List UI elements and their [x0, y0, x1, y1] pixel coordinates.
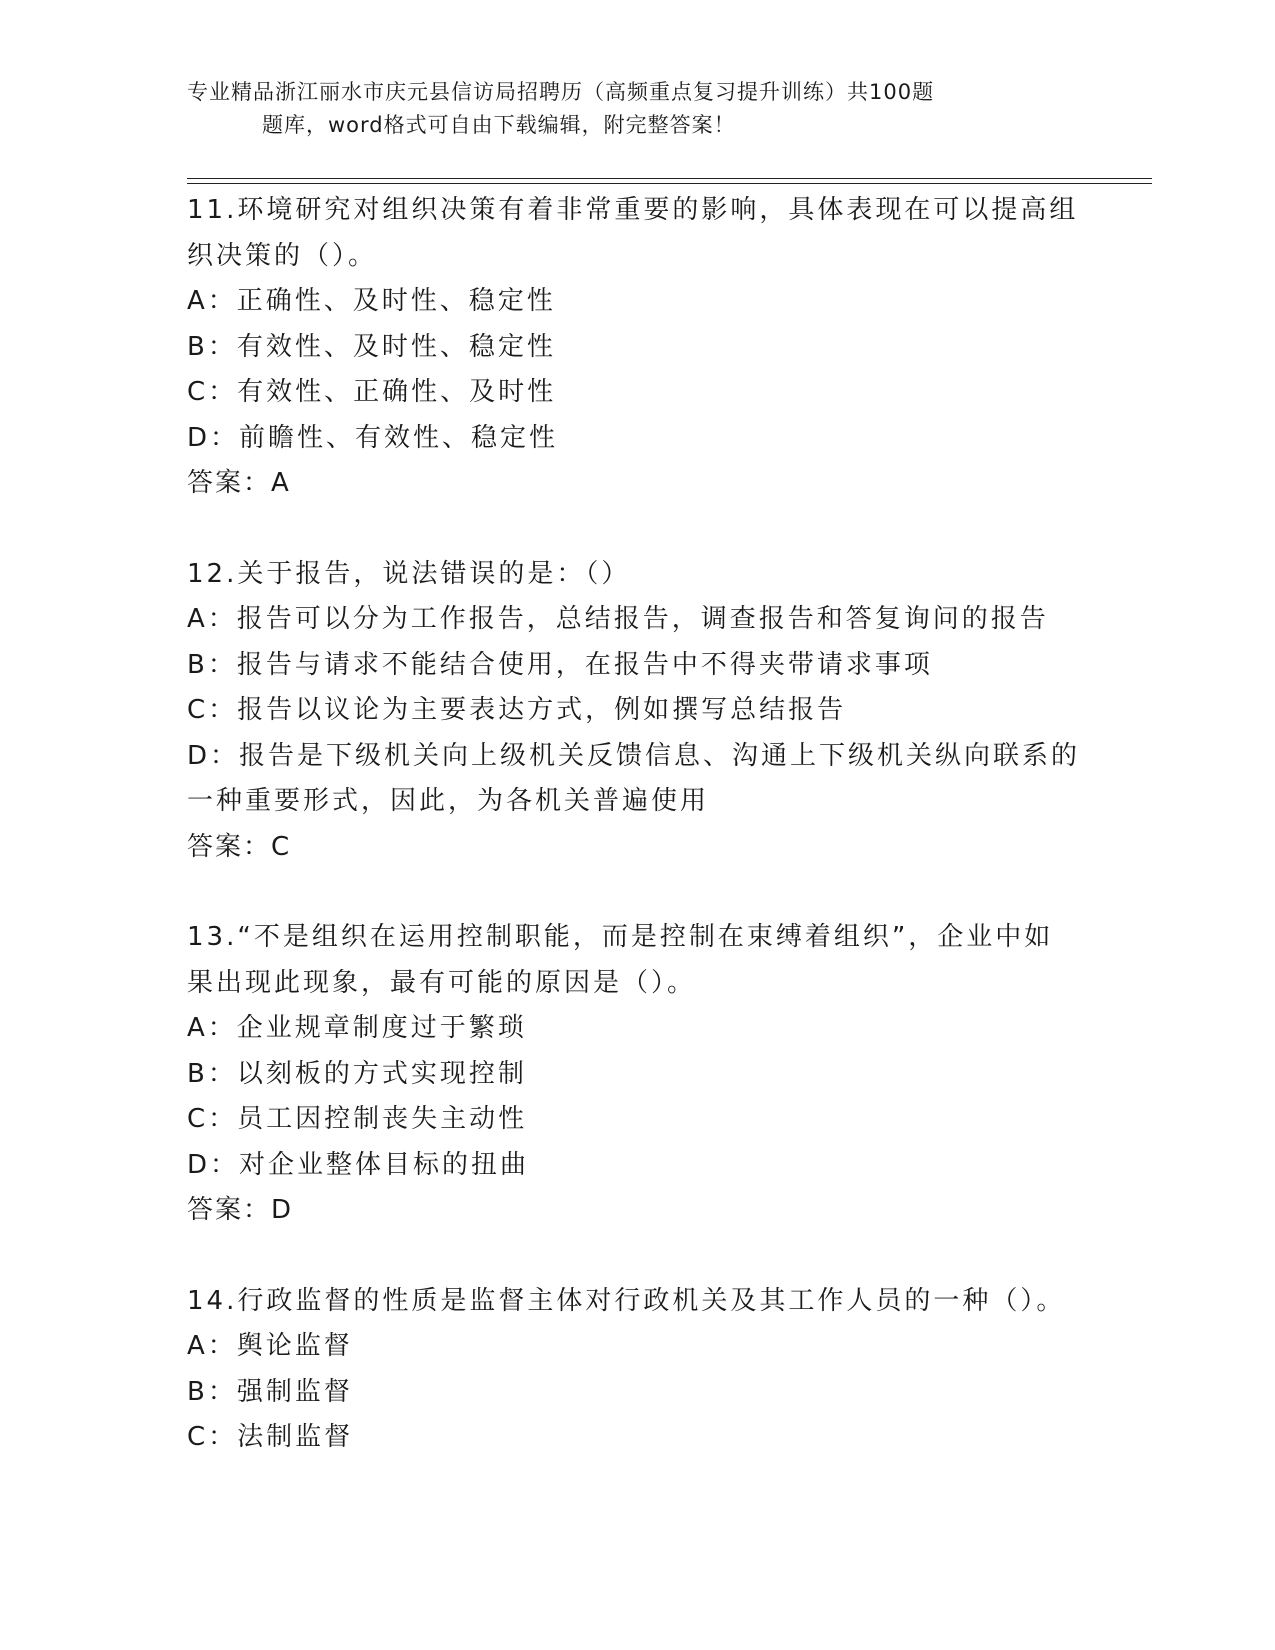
option-d: D：对企业整体目标的扭曲 — [187, 1149, 530, 1180]
option-c: C：法制监督 — [187, 1422, 354, 1452]
question-13 — [187, 915, 1087, 1234]
answer: 答案：A — [187, 468, 291, 498]
question-14 — [187, 1279, 1087, 1461]
header-divider-top — [187, 178, 1152, 179]
answer: 答案：D — [187, 1195, 294, 1225]
option-c: C：有效性、正确性、及时性 — [187, 377, 557, 407]
question-stem-line: 11.环境研究对组织决策有着非常重要的影响，具体表现在可以提高组 — [187, 195, 1079, 225]
option-a: A：舆论监督 — [187, 1331, 353, 1361]
header-line-1: 专业精品浙江丽水市庆元县信访局招聘历（高频重点复习提升训练）共100题 — [187, 80, 935, 104]
question-list — [187, 188, 1087, 1461]
question-stem-line: 织决策的（）。 — [187, 240, 378, 271]
document-header — [187, 76, 1047, 142]
option-b: B：有效性、及时性、稳定性 — [187, 331, 556, 362]
question-stem-line: 12.关于报告，说法错误的是：（） — [187, 558, 631, 589]
header-line-2: 题库，word格式可自由下载编辑，附完整答案！ — [262, 113, 736, 137]
option-d: D：前瞻性、有效性、稳定性 — [187, 422, 559, 453]
option-c: C：报告以议论为主要表达方式，例如撰写总结报告 — [187, 695, 847, 725]
answer: 答案：C — [187, 831, 292, 862]
option-a: A：企业规章制度过于繁琐 — [187, 1013, 527, 1043]
question-12 — [187, 552, 1087, 871]
option-b: B：强制监督 — [187, 1376, 353, 1407]
option-a: A：正确性、及时性、稳定性 — [187, 286, 556, 316]
option-c: C：员工因控制丧失主动性 — [187, 1104, 528, 1134]
header-divider-bottom — [187, 183, 1152, 184]
question-11 — [187, 188, 1087, 507]
option-b: B：以刻板的方式实现控制 — [187, 1058, 527, 1089]
option-d-continued: 一种重要形式，因此，为各机关普遍使用 — [187, 786, 710, 816]
option-b: B：报告与请求不能结合使用，在报告中不得夹带请求事项 — [187, 649, 933, 680]
option-a: A：报告可以分为工作报告，总结报告，调查报告和答复询问的报告 — [187, 604, 1049, 634]
question-stem-line: 果出现此现象，最有可能的原因是（）。 — [187, 967, 697, 998]
option-d: D：报告是下级机关向上级机关反馈信息、沟通上下级机关纵向联系的 — [187, 740, 1081, 771]
question-stem-line: 14.行政监督的性质是监督主体对行政机关及其工作人员的一种（）。 — [187, 1285, 1066, 1316]
question-stem-line: 13.“不是组织在运用控制职能，而是控制在束缚着组织”，企业中如 — [187, 922, 1054, 952]
